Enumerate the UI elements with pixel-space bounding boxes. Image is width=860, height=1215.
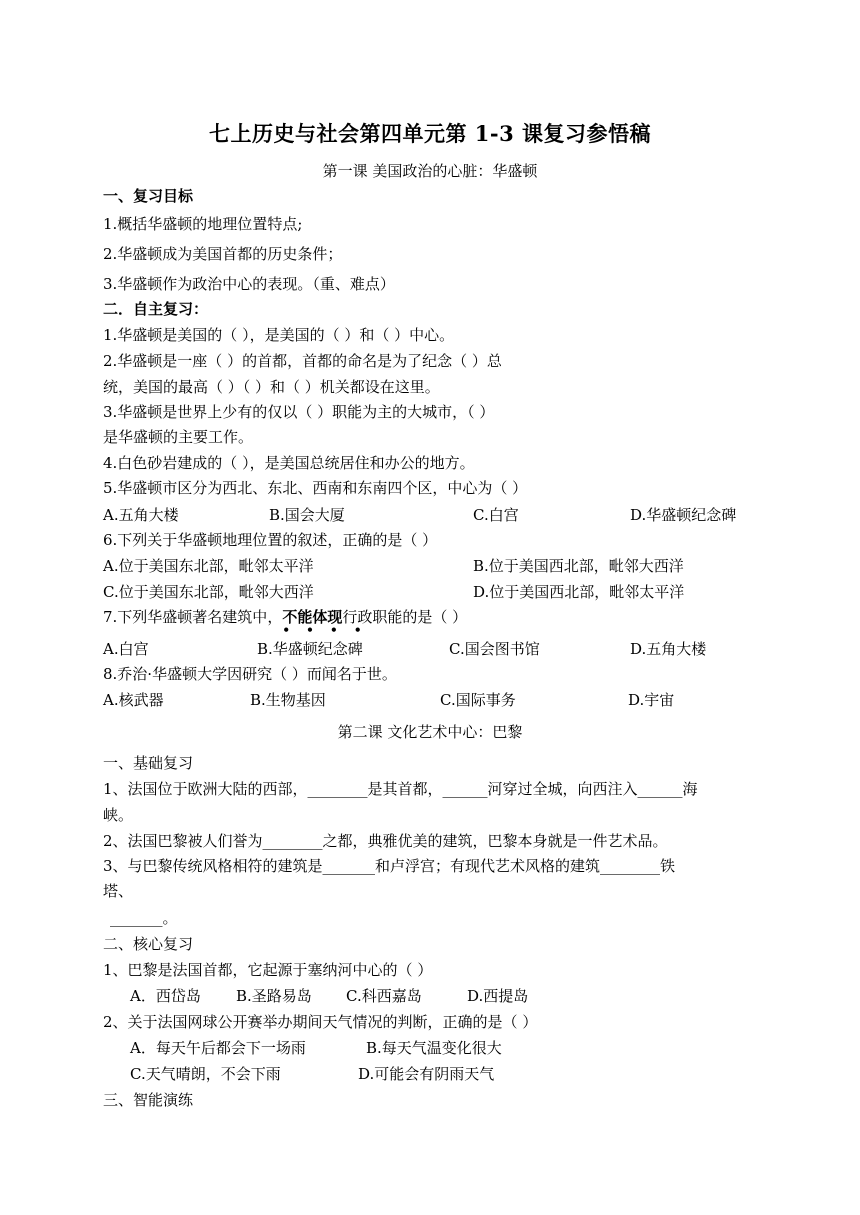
goal-3: 3.华盛顿作为政治中心的表现。（重、难点）	[103, 275, 395, 293]
question-4: 4.白色砂岩建成的（ ），是美国总统居住和办公的地方。	[103, 454, 475, 472]
fill-3-line1: 3、与巴黎传统风格相符的建筑是_______和卢浮宫；有现代艺术风格的建筑________铁	[103, 857, 676, 875]
option: C.国际事务	[440, 691, 516, 709]
option: C.白宫	[473, 506, 519, 524]
question-5: 5.华盛顿市区分为西北、东北、西南和东南四个区，中心为（ ）	[103, 479, 528, 497]
question-1: 1.华盛顿是美国的（ ），是美国的（ ）和（ ）中心。	[103, 326, 455, 344]
core-question-1: 1、巴黎是法国首都，它起源于塞纳河中心的（ ）	[103, 961, 433, 979]
option: B.位于美国西北部，毗邻大西洋	[473, 557, 684, 575]
option: A.核武器	[103, 691, 164, 709]
option: B.国会大厦	[269, 506, 345, 524]
question-7	[103, 606, 468, 637]
document-title: 七上历史与社会第四单元第 1-3 课复习参悟稿	[208, 121, 652, 146]
option: B.每天气温变化很大	[366, 1039, 502, 1057]
section-self-review: 二．自主复习：	[103, 300, 209, 318]
question-2-line2: 统，美国的最高（ ）（ ）和（ ）机关都设在这里。	[103, 378, 440, 396]
section-basic-review: 一、基础复习	[103, 754, 194, 772]
option: B.华盛顿纪念碑	[257, 640, 363, 658]
fill-2: 2、法国巴黎被人们誉为________之都，典雅优美的建筑，巴黎本身就是一件艺术品。	[103, 832, 668, 850]
question-7-options	[103, 638, 763, 659]
core-question-1-options	[130, 985, 790, 1006]
option: D.西提岛	[467, 987, 529, 1005]
question-8: 8.乔治·华盛顿大学因研究（ ）而闻名于世。	[103, 665, 397, 683]
question-5-options	[103, 504, 763, 525]
question-7-prefix: 7.下列华盛顿著名建筑中，	[103, 608, 283, 626]
option: C.天气晴朗，不会下雨	[130, 1065, 281, 1083]
emphasis-not-reflect: 不能体现 • • • •	[282, 608, 368, 637]
option: D.位于美国西北部，毗邻太平洋	[473, 583, 685, 601]
option: D.五角大楼	[630, 640, 707, 658]
question-2-line1: 2.华盛顿是一座（ ）的首都，首都的命名是为了纪念（ ）总	[103, 352, 502, 370]
section-practice: 三、智能演练	[103, 1091, 194, 1109]
option: A.五角大楼	[103, 506, 179, 524]
fill-3-line3: _______。	[110, 909, 178, 927]
option: D.可能会有阴雨天气	[358, 1065, 495, 1083]
option: A.位于美国东北部，毗邻太平洋	[103, 557, 314, 575]
option: C.科西嘉岛	[346, 987, 422, 1005]
fill-1-line1: 1、法国位于欧洲大陆的西部，________是其首都，______河穿过全城，向西注入______海	[103, 780, 698, 798]
question-3-line1: 3.华盛顿是世界上少有的仅以（ ）职能为主的大城市，（ ）	[103, 403, 495, 421]
question-3-line2: 是华盛顿的主要工作。	[103, 428, 254, 446]
question-7-suffix: 行政职能的是（ ）	[342, 608, 468, 626]
option: B.圣路易岛	[236, 987, 312, 1005]
question-6: 6.下列关于华盛顿地理位置的叙述，正确的是（ ）	[103, 531, 438, 549]
goal-1: 1.概括华盛顿的地理位置特点;	[103, 215, 303, 233]
option: A．每天午后都会下一场雨	[130, 1039, 306, 1057]
lesson1-heading: 第一课 美国政治的心脏：华盛顿	[322, 162, 538, 180]
option: D.宇宙	[628, 691, 675, 709]
option: B.生物基因	[250, 691, 326, 709]
core-question-2: 2、关于法国网球公开赛举办期间天气情况的判断，正确的是（ ）	[103, 1013, 538, 1031]
goal-2: 2.华盛顿成为美国首都的历史条件；	[103, 245, 343, 263]
option: C.国会图书馆	[449, 640, 540, 658]
section-core-review: 二、核心复习	[103, 935, 194, 953]
question-6-options-row1	[103, 555, 763, 576]
core-question-2-options-row2	[130, 1063, 790, 1084]
question-6-options-row2	[103, 581, 763, 602]
core-question-2-options-row1	[130, 1037, 790, 1058]
question-8-options	[103, 689, 763, 710]
option: D.华盛顿纪念碑	[630, 506, 737, 524]
option: A.白宫	[103, 640, 149, 658]
fill-3-line2: 塔、	[103, 882, 134, 900]
section-review-goals: 一、复习目标	[103, 187, 194, 205]
fill-1-line2: 峡。	[103, 806, 134, 824]
option: C.位于美国东北部，毗邻大西洋	[103, 583, 314, 601]
option: A．西岱岛	[130, 987, 201, 1005]
lesson2-heading: 第二课 文化艺术中心：巴黎	[337, 723, 523, 741]
